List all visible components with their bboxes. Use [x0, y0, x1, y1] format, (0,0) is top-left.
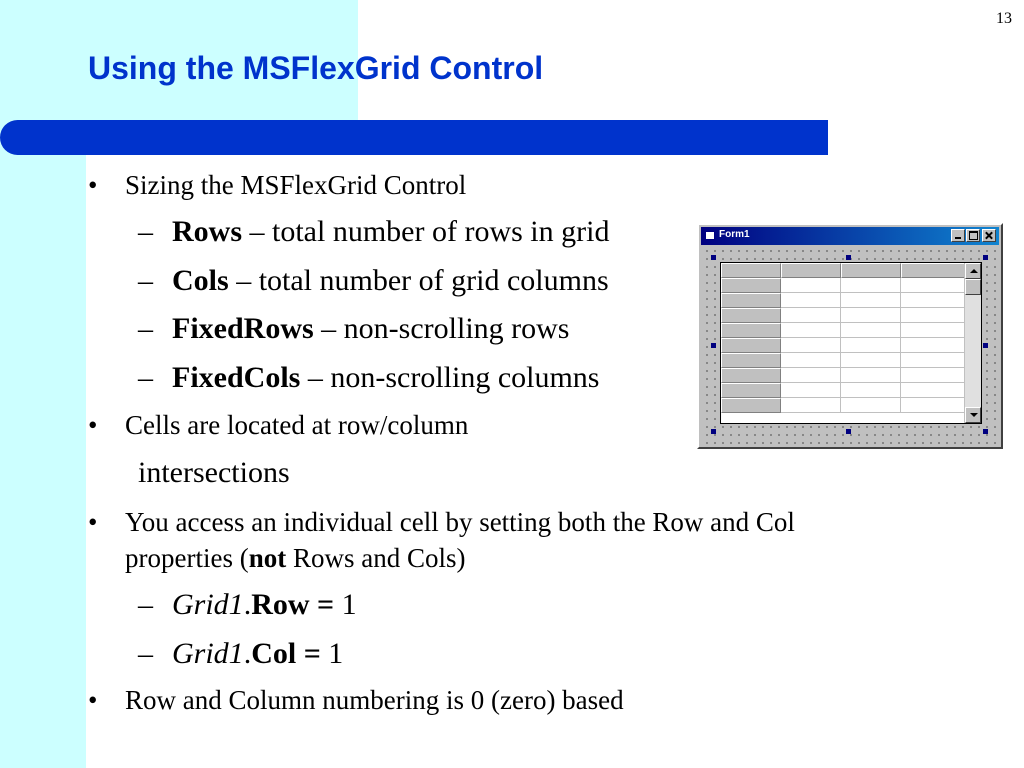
emphasis-not: not [248, 543, 287, 573]
subitem-desc: – total number of grid columns [228, 264, 609, 297]
grid-cell[interactable] [781, 323, 841, 338]
bullet-cells-located-continuation: intersections [138, 456, 290, 489]
code-value: 1 [341, 588, 357, 621]
grid-fixed-cell[interactable] [721, 263, 781, 278]
grid-fixed-cell[interactable] [721, 368, 781, 383]
grid-cell[interactable] [841, 398, 901, 413]
grid-fixed-cell[interactable] [721, 293, 781, 308]
subitem-fixedcols [138, 361, 599, 395]
code-object: Grid1 [172, 588, 244, 621]
grid-cell[interactable] [901, 323, 967, 338]
selection-handle[interactable] [711, 429, 716, 434]
slide-number: 13 [996, 10, 1012, 27]
form1-window [697, 223, 1003, 449]
bullet-marker: • [88, 507, 98, 537]
subitem-term: FixedRows [172, 312, 314, 345]
subitem-desc: – non-scrolling columns [300, 361, 600, 394]
grid-cell[interactable] [781, 293, 841, 308]
code-object: Grid1 [172, 637, 244, 670]
grid-cell[interactable] [841, 278, 901, 293]
grid-cell[interactable] [901, 308, 967, 323]
grid-cell[interactable] [781, 308, 841, 323]
subitem-term: Rows [172, 215, 243, 248]
subitem-cols [138, 264, 609, 298]
code-property: Row [251, 588, 310, 621]
bullet-text: Row and Column numbering is 0 (zero) based [125, 685, 624, 715]
msflexgrid-control[interactable] [720, 262, 982, 424]
grid-cell[interactable] [781, 338, 841, 353]
grid-cell[interactable] [781, 353, 841, 368]
code-property: Col [251, 637, 297, 670]
bullet-access-cell-line2 [125, 543, 465, 574]
grid-cell[interactable] [901, 278, 967, 293]
maximize-icon[interactable] [966, 229, 980, 242]
grid-fixed-cell[interactable] [721, 383, 781, 398]
minimize-icon[interactable] [951, 229, 965, 242]
grid-cell[interactable] [901, 383, 967, 398]
form1-client-area [703, 247, 997, 445]
dash-marker: – [138, 215, 153, 248]
bullet-text: Cells are located at row/column [125, 410, 469, 440]
vertical-scrollbar[interactable] [964, 263, 981, 423]
bullet-text: Sizing the MSFlexGrid Control [125, 170, 467, 200]
grid-cell[interactable] [781, 368, 841, 383]
selection-handle[interactable] [983, 429, 988, 434]
slide-title: Using the MSFlexGrid Control [88, 50, 544, 86]
code-dot: . [243, 588, 252, 621]
selection-handle[interactable] [846, 429, 851, 434]
selection-handle[interactable] [983, 343, 988, 348]
code-grid1-row [138, 588, 357, 622]
bullet-cells-located [88, 410, 468, 441]
grid-fixed-cell[interactable] [721, 323, 781, 338]
grid-fixed-cell[interactable] [841, 263, 901, 278]
dash-marker: – [138, 312, 153, 345]
grid-fixed-cell[interactable] [901, 263, 967, 278]
subitem-desc: – non-scrolling rows [313, 312, 570, 345]
form-icon [705, 231, 715, 240]
bullet-sizing [88, 170, 466, 201]
grid-cell[interactable] [841, 383, 901, 398]
grid-fixed-cell[interactable] [721, 278, 781, 293]
left-accent-band [0, 0, 86, 768]
bullet-marker: • [88, 410, 98, 440]
title-underline-bar [0, 120, 828, 155]
subitem-rows [138, 215, 609, 249]
selection-handle[interactable] [983, 255, 988, 260]
subitem-term: FixedCols [172, 361, 301, 394]
bullet-marker: • [88, 685, 98, 715]
close-icon[interactable] [982, 229, 996, 242]
selection-handle[interactable] [711, 343, 716, 348]
dash-marker: – [138, 637, 153, 670]
text-part: properties ( [125, 543, 249, 573]
subitem-desc: – total number of rows in grid [242, 215, 610, 248]
selection-handle[interactable] [711, 255, 716, 260]
code-equals: = [309, 588, 342, 621]
grid-cell[interactable] [901, 353, 967, 368]
grid-cell[interactable] [841, 323, 901, 338]
code-dot: . [243, 637, 252, 670]
dash-marker: – [138, 588, 153, 621]
grid-cell[interactable] [901, 338, 967, 353]
form1-title: Form1 [719, 229, 750, 240]
bullet-zero-based [88, 685, 624, 716]
grid-cell[interactable] [841, 368, 901, 383]
grid-cell[interactable] [841, 338, 901, 353]
grid-cell[interactable] [901, 293, 967, 308]
grid-fixed-cell[interactable] [721, 308, 781, 323]
subitem-fixedrows [138, 312, 569, 346]
grid-fixed-cell[interactable] [721, 353, 781, 368]
form1-titlebar[interactable] [701, 227, 999, 245]
grid-cell[interactable] [901, 368, 967, 383]
code-equals: = [296, 637, 329, 670]
dash-marker: – [138, 264, 153, 297]
grid-cell[interactable] [781, 383, 841, 398]
text-part: Rows and Cols) [286, 543, 466, 573]
code-grid1-col [138, 637, 343, 671]
grid-cell[interactable] [901, 398, 967, 413]
subitem-term: Cols [172, 264, 229, 297]
code-value: 1 [328, 637, 344, 670]
grid-fixed-cell[interactable] [781, 263, 841, 278]
selection-handle[interactable] [846, 255, 851, 260]
grid-cell[interactable] [781, 278, 841, 293]
bullet-text: You access an individual cell by setting both the Row and Col [125, 507, 795, 537]
grid-cell[interactable] [841, 308, 901, 323]
scroll-down-icon[interactable] [965, 407, 981, 423]
scroll-up-icon[interactable] [965, 263, 981, 279]
scroll-thumb[interactable] [965, 279, 981, 295]
grid-fixed-cell[interactable] [721, 338, 781, 353]
bullet-access-cell [88, 507, 795, 538]
bullet-marker: • [88, 170, 98, 200]
grid-cell[interactable] [781, 398, 841, 413]
dash-marker: – [138, 361, 153, 394]
grid-fixed-cell[interactable] [721, 398, 781, 413]
grid-cell[interactable] [841, 353, 901, 368]
grid-cell[interactable] [841, 293, 901, 308]
